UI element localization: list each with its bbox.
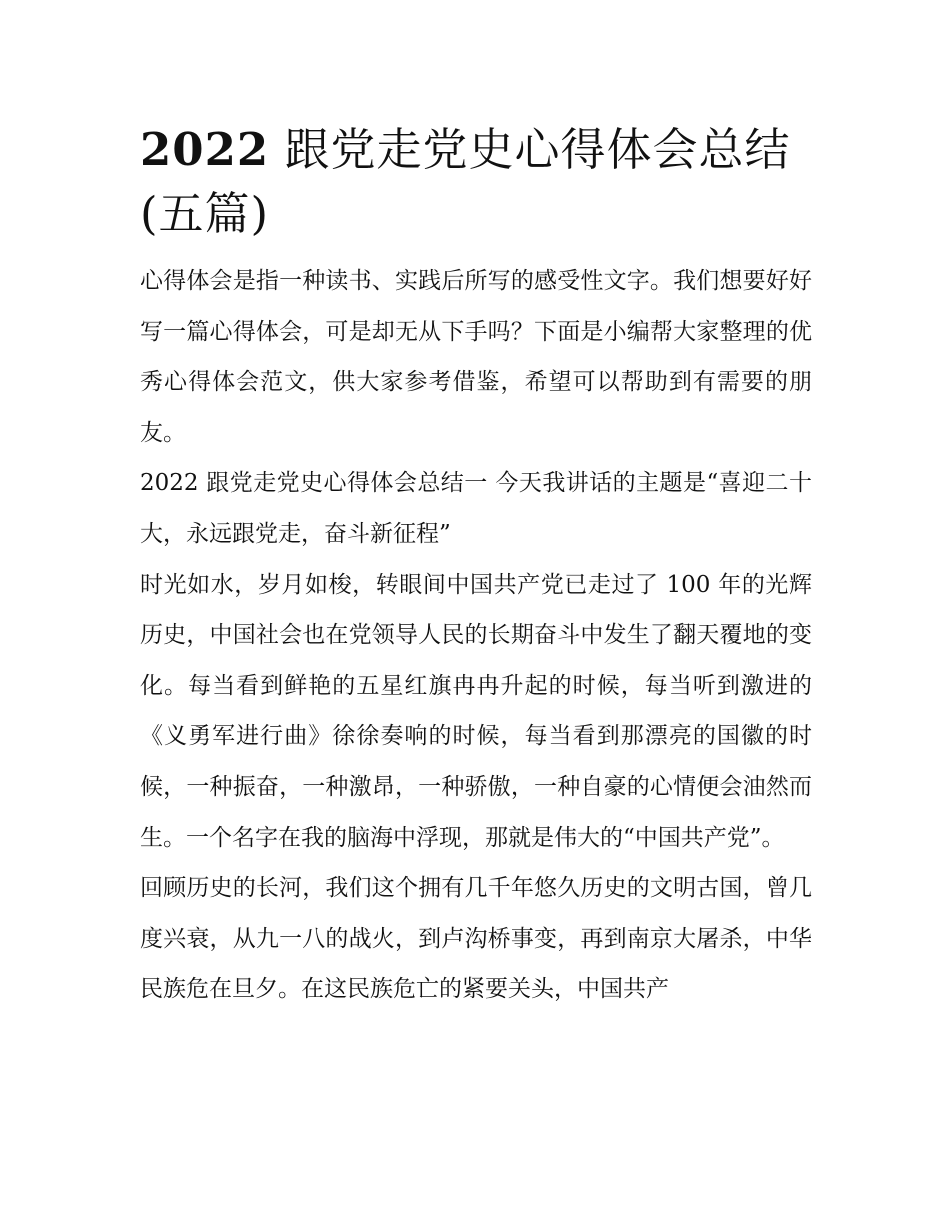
document-content	[140, 118, 812, 1015]
intro-paragraph: 心得体会是指一种读书、实践后所写的感受性文字。我们想要好好写一篇心得体会，可是却无从下手吗？下面是小编帮大家整理的优秀心得体会范文，供大家参考借鉴，希望可以帮助到有需要的朋友。	[140, 268, 812, 446]
document-title	[140, 118, 812, 246]
title-year: 2022	[140, 123, 270, 176]
history-paragraph: 时光如水，岁月如梭，转眼间中国共产党已走过了 100 年的光辉历史，中国社会也在党领导人民的长期奋斗中发生了翻天覆地的变化。每当看到鲜艳的五星红旗冉冉升起的时候，每当听到激进的《义勇军进行曲》徐徐奏响的时候，每当看到那漂亮的国徽的时候，一种振奋，一种激昂，一种骄傲，一种自豪的心情便会油然而生。一个名字在我的脑海中浮现，那就是伟大的“中国共产党”。	[140, 571, 812, 851]
title-text: 跟党走党史心得体会总结(五篇)	[140, 123, 791, 240]
document-body	[140, 256, 812, 1015]
section-one-heading-paragraph: 2022 跟党走党史心得体会总结一 今天我讲话的主题是“喜迎二十大，永远跟党走，奋斗新征程”	[140, 470, 812, 547]
review-paragraph: 回顾历史的长河，我们这个拥有几千年悠久历史的文明古国，曾几度兴衰，从九一八的战火，到卢沟桥事变，再到南京大屠杀，中华民族危在旦夕。在这民族危亡的紧要关头，中国共产	[140, 875, 812, 1003]
